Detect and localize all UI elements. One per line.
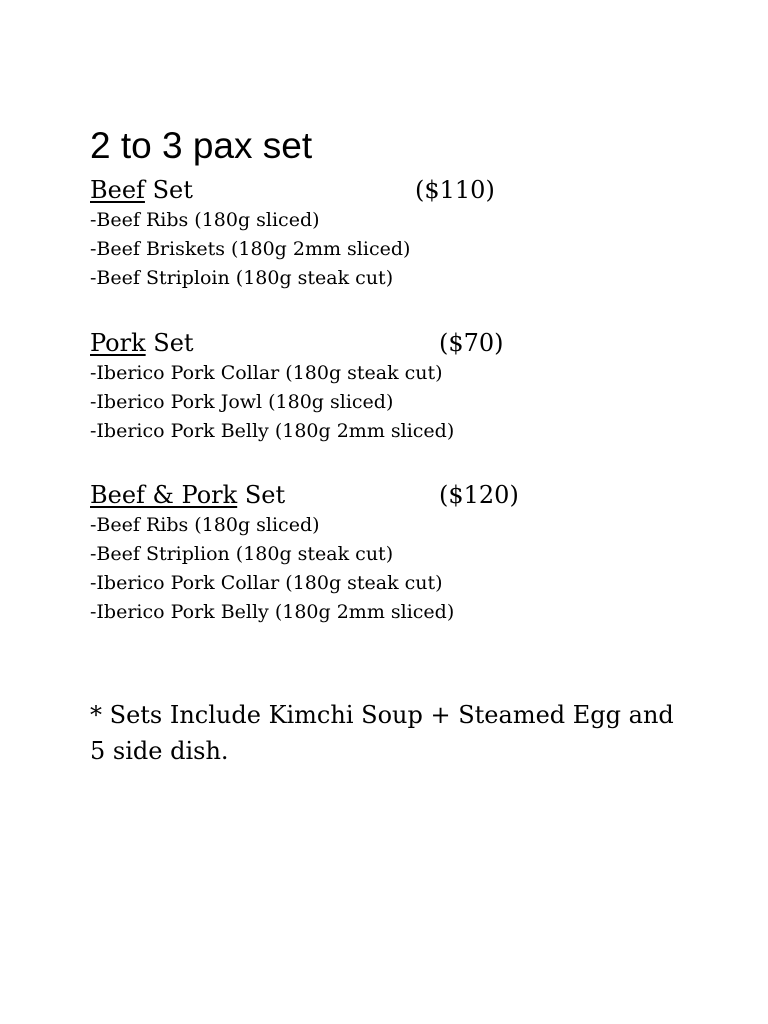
- set-name-underlined: Beef: [90, 176, 145, 204]
- set-name: [90, 481, 285, 509]
- list-item: -Iberico Pork Jowl (180g sliced): [90, 391, 394, 413]
- list-item: -Iberico Pork Belly (180g 2mm sliced): [90, 420, 455, 442]
- set-price: ($110): [415, 176, 495, 204]
- set-name: [90, 329, 194, 357]
- set-name-underlined: Beef & Pork: [90, 481, 238, 509]
- set-beef-and-pork: [90, 479, 690, 627]
- set-name: [90, 176, 193, 204]
- list-item: -Iberico Pork Belly (180g 2mm sliced): [90, 601, 455, 623]
- list-item: -Iberico Pork Collar (180g steak cut): [90, 362, 443, 384]
- list-item: -Beef Ribs (180g sliced): [90, 209, 320, 231]
- set-items: [90, 511, 690, 627]
- list-item: -Beef Ribs (180g sliced): [90, 514, 320, 536]
- list-item: -Beef Striplion (180g steak cut): [90, 543, 394, 565]
- set-items: [90, 206, 690, 293]
- set-name-rest: Set: [145, 329, 194, 357]
- set-header: [90, 174, 690, 206]
- set-name-underlined: Pork: [90, 329, 146, 357]
- set-price: ($70): [439, 329, 504, 357]
- sets-note: * Sets Include Kimchi Soup + Steamed Egg and 5 side dish.: [90, 701, 674, 765]
- list-item: -Beef Striploin (180g steak cut): [90, 267, 394, 289]
- set-price: ($120): [439, 481, 519, 509]
- list-item: -Beef Briskets (180g 2mm sliced): [90, 238, 411, 260]
- list-item: -Iberico Pork Collar (180g steak cut): [90, 572, 443, 594]
- set-header: [90, 327, 690, 359]
- set-name-rest: Set: [144, 176, 193, 204]
- set-beef: [90, 174, 690, 293]
- set-items: [90, 359, 690, 446]
- set-name-rest: Set: [237, 481, 286, 509]
- set-pork: [90, 327, 690, 446]
- page-title: 2 to 3 pax set: [90, 125, 313, 166]
- set-header: [90, 479, 690, 511]
